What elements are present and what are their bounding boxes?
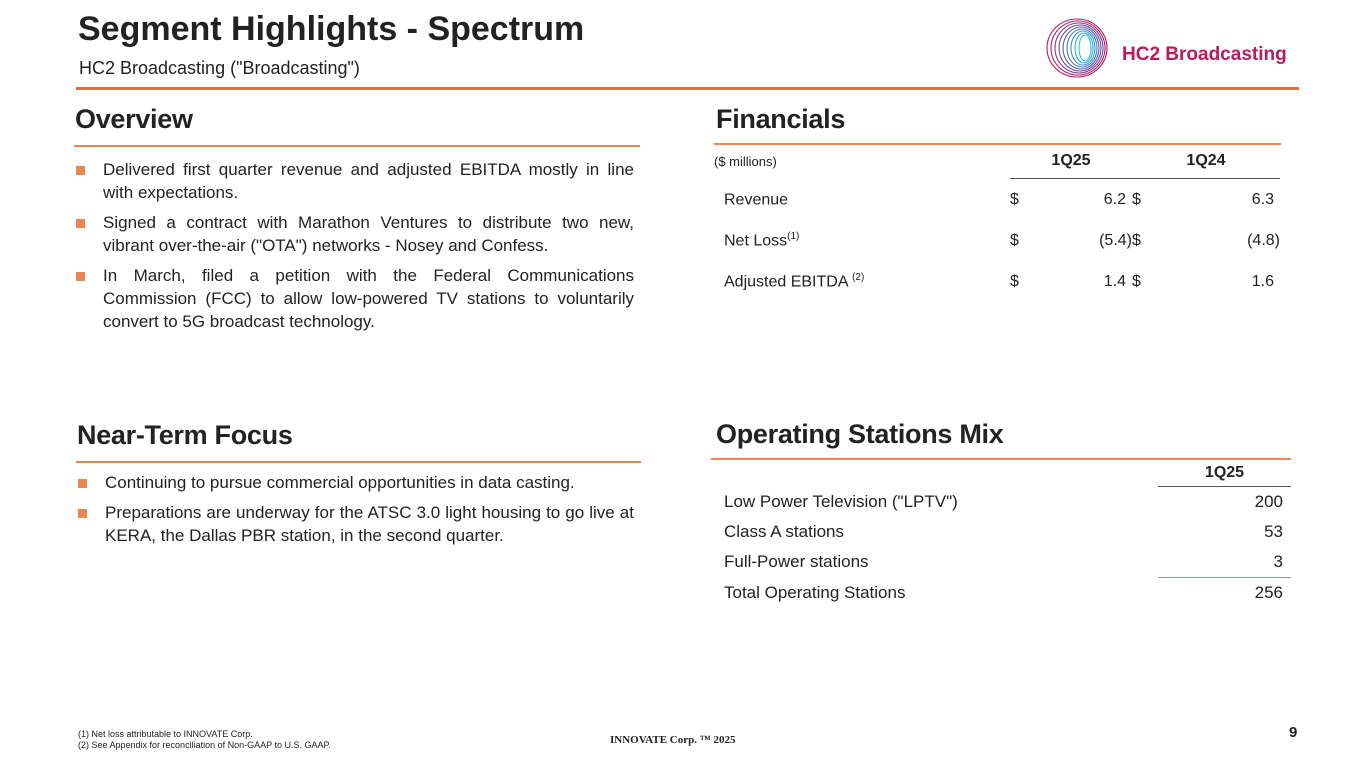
footnote: (1) Net loss attributable to INNOVATE Corp. xyxy=(78,729,253,739)
currency-symbol: $ xyxy=(1010,272,1019,290)
financials-table xyxy=(714,144,1280,302)
row-label: Full-Power stations xyxy=(724,552,869,572)
header-divider xyxy=(76,87,1299,90)
overview-divider xyxy=(74,145,640,147)
overview-bullet xyxy=(76,264,634,333)
table-row xyxy=(714,179,1280,221)
value-cell: 3 xyxy=(1158,547,1291,578)
value-cell: 200 xyxy=(1254,492,1283,511)
currency-symbol: $ xyxy=(1132,231,1141,249)
row-label: Adjusted EBITDA xyxy=(724,273,853,291)
bullet-text: In March, filed a petition with the Federal Communications Commission (FCC) to allow low-powered TV stations to voluntarily convert to 5G broadcast technology. xyxy=(103,266,634,331)
hc2-broadcasting-logo xyxy=(1043,16,1293,82)
currency-symbol: $ xyxy=(1010,190,1019,208)
financials-heading: Financials xyxy=(716,104,846,134)
footer-brand: INNOVATE Corp. ™ 2025 xyxy=(610,734,736,746)
currency-symbol: $ xyxy=(1010,231,1019,249)
value-cell: 1.4 xyxy=(1103,272,1126,290)
row-label: Class A stations xyxy=(724,522,845,541)
bullet-text: Signed a contract with Marathon Ventures to distribute two new, vibrant over-the-air ("OTA") networks - Nosey and Confess. xyxy=(103,213,634,255)
page-subtitle: HC2 Broadcasting ("Broadcasting") xyxy=(79,58,360,78)
near-term-divider xyxy=(76,461,641,463)
footnotes xyxy=(78,729,331,751)
near-term-bullet xyxy=(78,501,634,547)
footnote-ref: (2) xyxy=(852,271,865,283)
overview-heading: Overview xyxy=(75,104,193,134)
column-header: 1Q24 xyxy=(1132,144,1280,179)
bullet-square-icon xyxy=(76,219,85,228)
table-row xyxy=(724,517,1291,547)
value-cell: 6.3 xyxy=(1251,190,1274,208)
near-term-bullet xyxy=(78,471,634,494)
value-cell: 53 xyxy=(1264,522,1283,541)
bullet-square-icon xyxy=(78,479,87,488)
financials-header-row xyxy=(714,144,1280,179)
footnote: (2) See Appendix for reconciliation of Non-GAAP to U.S. GAAP. xyxy=(78,740,331,750)
value-cell: 256 xyxy=(1254,583,1283,602)
table-row xyxy=(714,220,1280,261)
bullet-text: Preparations are underway for the ATSC 3.0 light housing to go live at KERA, the Dallas PBR station, in the second quarter. xyxy=(105,503,634,545)
bullet-square-icon xyxy=(76,166,85,175)
overview-bullets xyxy=(76,158,634,340)
value-cell: (4.8) xyxy=(1247,231,1280,249)
bullet-text: Continuing to pursue commercial opportunities in data casting. xyxy=(105,473,575,492)
value-cell: (5.4) xyxy=(1099,231,1132,249)
currency-symbol: $ xyxy=(1132,190,1141,208)
value-cell: 6.2 xyxy=(1103,190,1126,208)
units-label: ($ millions) xyxy=(714,153,777,169)
row-label: Net Loss xyxy=(724,232,788,250)
stations-heading: Operating Stations Mix xyxy=(716,419,1004,449)
column-header: 1Q25 xyxy=(1010,144,1132,179)
swirl-logo-icon xyxy=(1043,16,1123,82)
table-row xyxy=(714,261,1280,302)
bullet-text: Delivered first quarter revenue and adjusted EBITDA mostly in line with expectations. xyxy=(103,160,634,202)
stations-table xyxy=(724,460,1291,608)
total-row xyxy=(724,578,1291,609)
row-label: Total Operating Stations xyxy=(724,582,906,602)
currency-symbol: $ xyxy=(1132,272,1141,290)
bullet-square-icon xyxy=(78,509,87,518)
near-term-heading: Near-Term Focus xyxy=(77,420,293,450)
row-label: Low Power Television ("LPTV") xyxy=(724,491,958,511)
table-row xyxy=(724,487,1291,518)
value-cell: 1.6 xyxy=(1251,272,1274,290)
page-title: Segment Highlights - Spectrum xyxy=(78,10,585,48)
row-label: Revenue xyxy=(724,190,789,208)
stations-header-row xyxy=(724,460,1291,487)
overview-bullet xyxy=(76,158,634,204)
bullet-square-icon xyxy=(76,272,85,281)
footnote-ref: (1) xyxy=(787,230,800,242)
table-row xyxy=(724,547,1291,578)
overview-bullet xyxy=(76,211,634,257)
column-header: 1Q25 xyxy=(1158,460,1291,487)
page-number: 9 xyxy=(1289,724,1298,741)
near-term-bullets xyxy=(78,471,634,554)
logo-text: HC2 Broadcasting xyxy=(1122,44,1287,65)
